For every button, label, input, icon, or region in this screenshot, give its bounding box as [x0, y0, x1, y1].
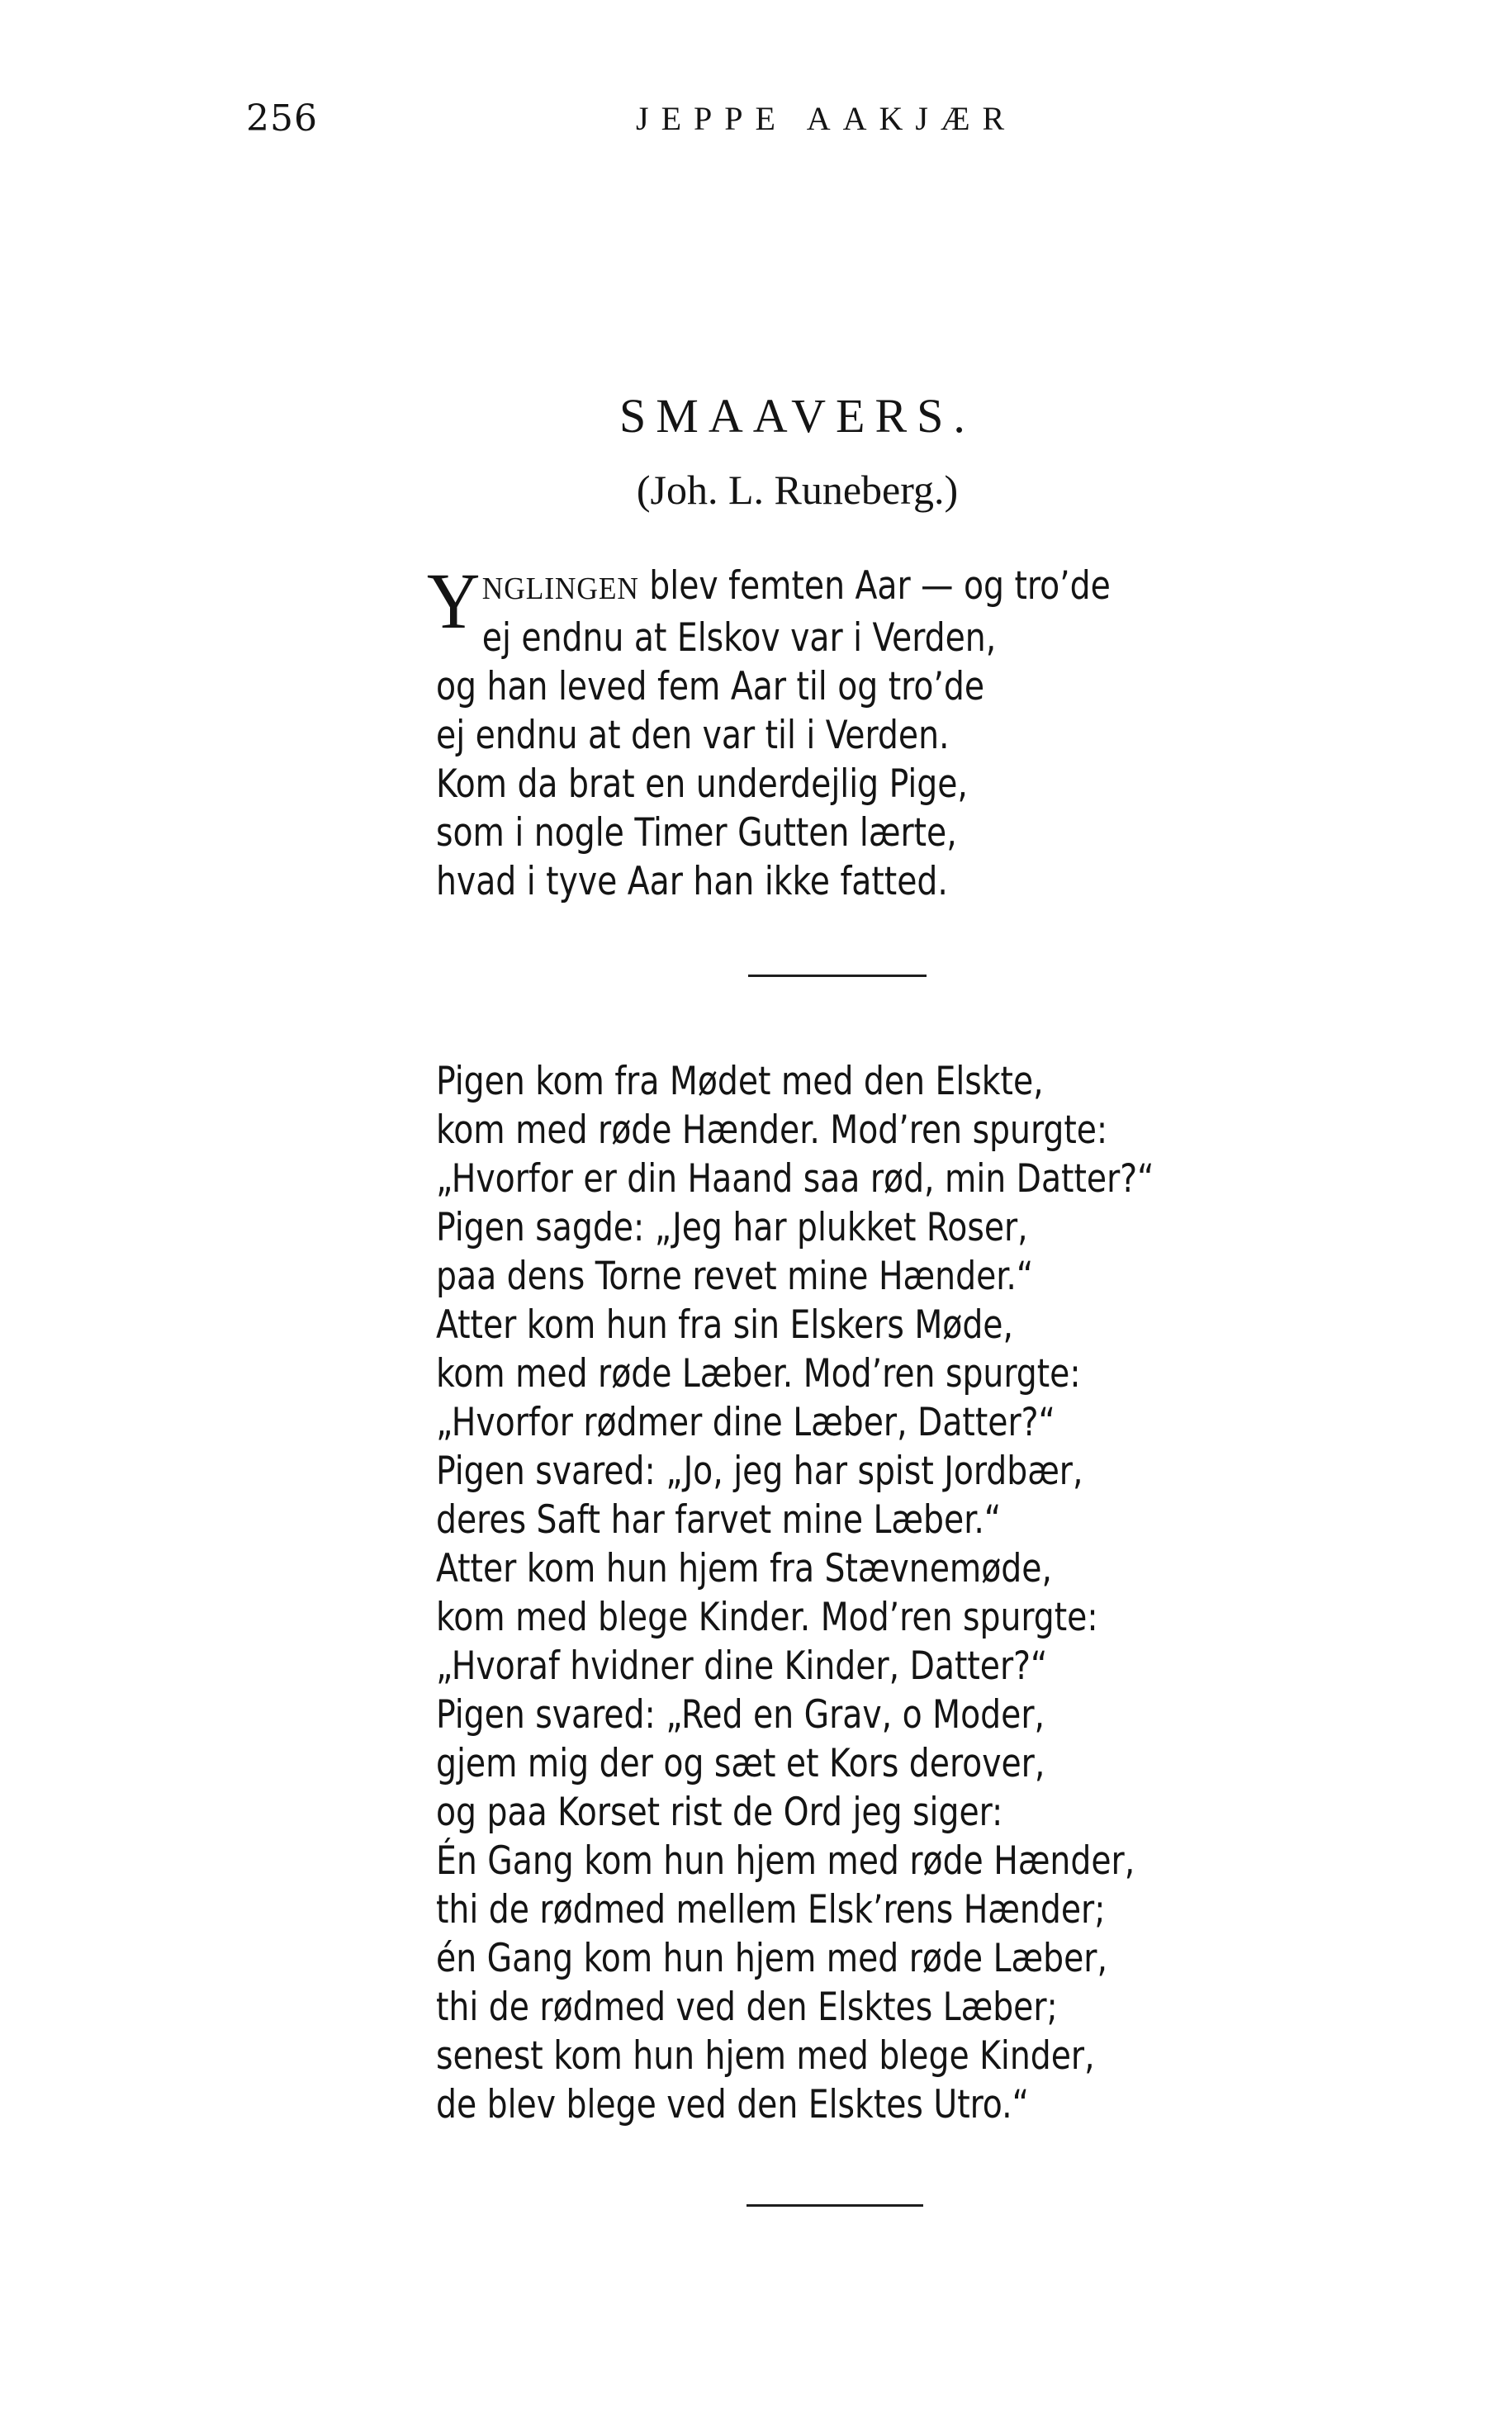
poem-line: kom med røde Læber. Mod’ren spurgte: [436, 1351, 1081, 1397]
poem-line: senest kom hun hjem med blege Kinder, [436, 2033, 1095, 2079]
page-number: 256 [246, 97, 318, 140]
drop-cap: Y [426, 557, 481, 645]
poem-author: (Joh. L. Runeberg.) [636, 467, 959, 513]
poem-line: og han leved fem Aar til og tro’de [436, 664, 985, 709]
poem-line: Pigen svared: „Red en Grav, o Moder, [436, 1692, 1045, 1738]
poem-line-text: blev femten Aar — og tro’de [649, 563, 1111, 609]
poem-line: „Hvorfor rødmer dine Læber, Datter?“ [436, 1400, 1055, 1445]
poem-line: som i nogle Timer Gutten lærte, [436, 810, 957, 856]
poem-line: ej endnu at Elskov var i Verden, [481, 615, 997, 661]
poem-line: kom med blege Kinder. Mod’ren spurgte: [436, 1595, 1098, 1640]
poem-line: Pigen svared: „Jo, jeg har spist Jordbær, [436, 1449, 1083, 1494]
poem-line: Kom da brat en underdejlig Pige, [436, 761, 968, 807]
section-divider [748, 975, 927, 977]
poem-line: paa dens Torne revet mine Hænder.“ [436, 1254, 1034, 1299]
poem-line: Pigen sagde: „Jeg har plukket Roser, [436, 1205, 1028, 1250]
poem-line: Én Gang kom hun hjem med røde Hænder, [436, 1838, 1135, 1884]
poem-line: Atter kom hun fra sin Elskers Møde, [436, 1302, 1013, 1348]
poem-title: SMAAVERS. [619, 389, 975, 443]
poem-line: deres Saft har farvet mine Læber.“ [436, 1497, 1002, 1543]
poem-line: gjem mig der og sæt et Kors derover, [436, 1741, 1045, 1786]
poem-line: og paa Korset rist de Ord jeg siger: [436, 1790, 1003, 1835]
poem-line: Atter kom hun hjem fra Stævnemøde, [436, 1546, 1052, 1591]
poem-line: „Hvoraf hvidner dine Kinder, Datter?“ [436, 1643, 1048, 1689]
stanza-2 [436, 1057, 1154, 2129]
poem-line: „Hvorfor er din Haand saa rød, min Datter?“ [436, 1156, 1154, 1202]
poem-line: thi de rødmed ved den Elsktes Læber; [436, 1985, 1058, 2030]
section-divider [747, 2204, 923, 2207]
poem-line: de blev blege ved den Elsktes Utro.“ [436, 2082, 1029, 2127]
stanza-1 [426, 557, 1111, 906]
poem-line: thi de rødmed mellem Elsk’rens Hænder; [436, 1887, 1106, 1933]
poem-line: hvad i tyve Aar han ikke fatted. [436, 859, 948, 904]
small-caps-opening: NGLINGEN [481, 571, 639, 606]
poem-line [436, 562, 1111, 614]
running-head: JEPPE AAKJÆR [636, 100, 1017, 137]
poem-line: ej endnu at den var til i Verden. [436, 713, 950, 758]
poem-line: kom med røde Hænder. Mod’ren spurgte: [436, 1107, 1108, 1153]
poem-line: Pigen kom fra Mødet med den Elskte, [436, 1059, 1044, 1104]
poem-line: én Gang kom hun hjem med røde Læber, [436, 1936, 1107, 1981]
